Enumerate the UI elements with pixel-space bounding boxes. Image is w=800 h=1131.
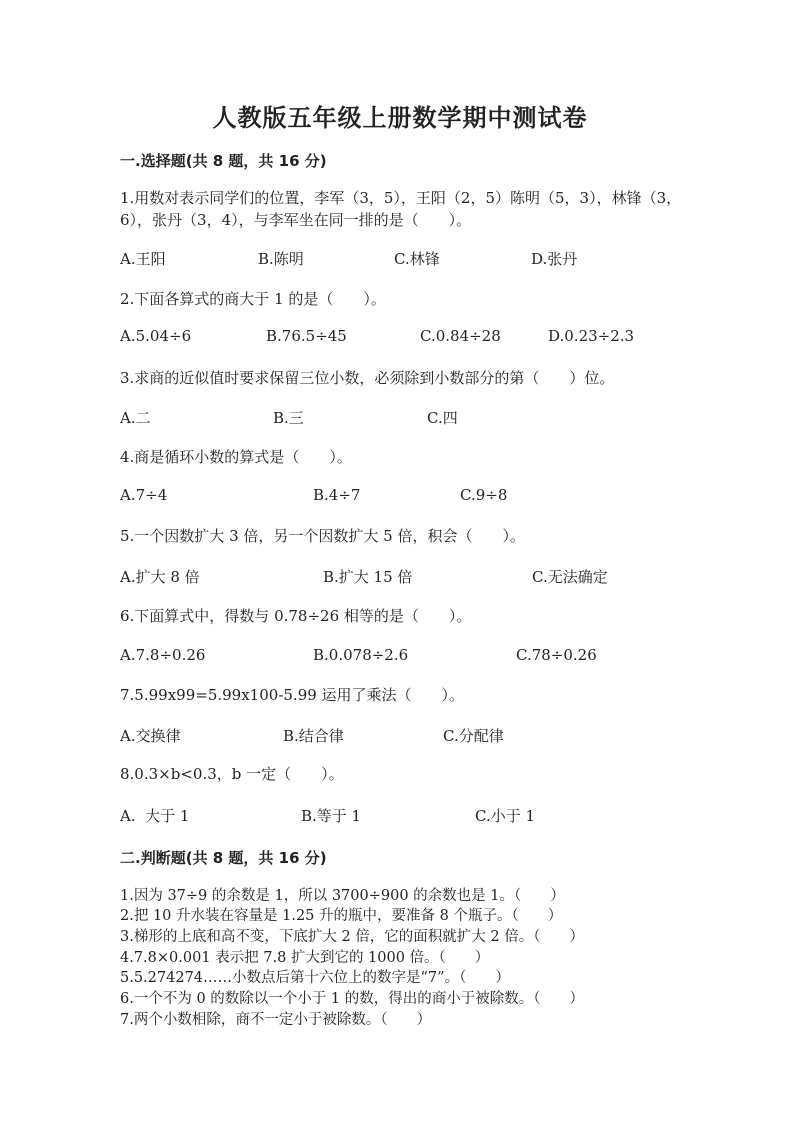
judge-item-5: 5.5.274274……小数点后第十六位上的数字是“7”。（ ） (120, 970, 510, 986)
question-8: 8.0.3×b<0.3，b 一定（ ）。 (120, 765, 344, 783)
page-title: 人教版五年级上册数学期中测试卷 (212, 103, 588, 132)
q2-option-d: D.0.23÷2.3 (548, 327, 635, 345)
q1-option-b: B.陈明 (258, 250, 304, 268)
q6-option-b: B.0.078÷2.6 (313, 646, 409, 664)
q3-option-b: B.三 (273, 409, 304, 427)
question-1: 1.用数对表示同学们的位置，李军（3，5），王阳（2，5）陈明（5，3），林锋（3，6），张丹（3，4），与李军坐在同一排的是（ ）。 (120, 189, 682, 229)
judge-item-3: 3.梯形的上底和高不变，下底扩大 2 倍，它的面积就扩大 2 倍。（ ） (120, 929, 584, 945)
q1-option-d: D.张丹 (531, 250, 578, 268)
question-7: 7.5.99x99=5.99x100-5.99 运用了乘法（ ）。 (120, 686, 465, 704)
q3-option-c: C.四 (427, 409, 458, 427)
q7-option-a: A.交换律 (120, 727, 181, 745)
q6-option-a: A.7.8÷0.26 (120, 646, 206, 664)
question-5: 5.一个因数扩大 3 倍，另一个因数扩大 5 倍，积会（ ）。 (120, 527, 525, 545)
q7-option-b: B.结合律 (283, 727, 344, 745)
q4-option-c: C.9÷8 (460, 486, 508, 504)
judge-item-4: 4.7.8×0.001 表示把 7.8 扩大到它的 1000 倍。（ ） (120, 950, 490, 966)
q8-option-b: B.等于 1 (301, 807, 362, 825)
q1-option-a: A.王阳 (120, 250, 166, 268)
q2-option-c: C.0.84÷28 (420, 327, 501, 345)
q5-option-c: C.无法确定 (532, 568, 608, 586)
question-6: 6.下面算式中，得数与 0.78÷26 相等的是（ ）。 (120, 607, 472, 625)
q3-option-a: A.二 (120, 409, 151, 427)
q1-option-c: C.林锋 (394, 250, 440, 268)
q6-option-c: C.78÷0.26 (516, 646, 597, 664)
section-heading-choice: 一.选择题(共 8 题，共 16 分) (120, 152, 327, 170)
q2-option-a: A.5.04÷6 (120, 327, 192, 345)
section-heading-judge: 二.判断题(共 8 题，共 16 分) (120, 849, 327, 867)
judge-item-1: 1.因为 37÷9 的余数是 1，所以 3700÷900 的余数也是 1。（ ） (120, 888, 565, 904)
judge-item-2: 2.把 10 升水装在容量是 1.25 升的瓶中，要准备 8 个瓶子。（ ） (120, 908, 563, 924)
q4-option-b: B.4÷7 (313, 486, 361, 504)
q2-option-b: B.76.5÷45 (266, 327, 347, 345)
judge-item-6: 6.一个不为 0 的数除以一个小于 1 的数，得出的商小于被除数。（ ） (120, 991, 584, 1007)
q8-option-a: A. 大于 1 (120, 807, 190, 825)
question-4: 4.商是循环小数的算式是（ ）。 (120, 448, 352, 466)
q7-option-c: C.分配律 (443, 727, 504, 745)
q4-option-a: A.7÷4 (120, 486, 168, 504)
q5-option-a: A.扩大 8 倍 (120, 568, 200, 586)
question-2: 2.下面各算式的商大于 1 的是（ ）。 (120, 290, 386, 308)
question-3: 3.求商的近似值时要求保留三位小数，必须除到小数部分的第（ ）位。 (120, 369, 615, 387)
q8-option-c: C.小于 1 (475, 807, 536, 825)
q5-option-b: B.扩大 15 倍 (323, 568, 413, 586)
judge-item-7: 7.两个小数相除，商不一定小于被除数。（ ） (120, 1012, 432, 1028)
